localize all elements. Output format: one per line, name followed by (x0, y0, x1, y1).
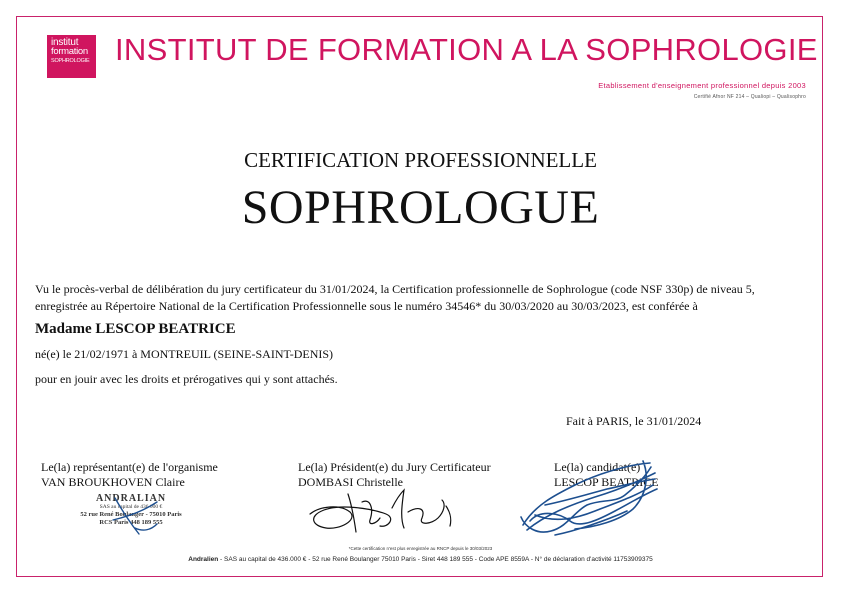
paragraph-line-1: Vu le procès-verbal de délibération du jury certificateur du 31/01/2024, la Certification professionnelle de Sophrologue (code NSF 330p) de niveau 5, (35, 282, 755, 296)
stamp-line-1: SAS au capital de 436 000 € (99, 504, 163, 510)
institute-subtitle: Etablissement d'enseignement professionnel depuis 2003 (598, 81, 806, 90)
stamp-line-2: 52 rue René Boulanger - 75010 Paris (80, 511, 182, 518)
birth-info: né(e) le 21/02/1971 à MONTREUIL (SEINE-SAINT-DENIS) (35, 347, 334, 361)
logo-line-2: formation (51, 46, 88, 57)
rights-statement: pour en jouir avec les droits et prérogatives qui y sont attachés. (35, 372, 338, 386)
stamp-name: ANDRALIAN (95, 493, 167, 504)
institute-logo (47, 35, 96, 78)
candidat-role: Le(la) candidat(e) (554, 460, 641, 474)
organisme-role: Le(la) représentant(e) de l'organisme (41, 460, 218, 474)
logo-line-3: SOPHROLOGIE (51, 58, 90, 64)
president-name: DOMBASI Christelle (298, 475, 403, 489)
certificate-paragraph (35, 281, 815, 315)
organisme-name: VAN BROUKHOVEN Claire (41, 475, 185, 489)
certificate-heading: CERTIFICATION PROFESSIONNELLE (244, 148, 597, 172)
organisme-signature (95, 490, 175, 540)
paragraph-line-2: enregistrée au Répertoire National de la Certification Professionnelle sous le numéro 34546* du 30/03/2020 au 30/03/2023, est conférée à (35, 299, 698, 313)
certificate-title: SOPHROLOGUE (241, 181, 600, 234)
candidate-name: Madame LESCOP BEATRICE (35, 321, 236, 337)
footer-company: Andralien (188, 556, 219, 563)
footer-details: - SAS au capital de 436.000 € - 52 rue René Boulanger 75010 Paris - Siret 448 189 555 - Code APE 8559A - N° de déclaration d'activité 11753909375 (218, 556, 653, 563)
footnote: *Cette certification n'est plus enregistrée au RNCP depuis le 30/03/2023 (348, 546, 493, 551)
candidat-name: LESCOP BEATRICE (554, 475, 659, 489)
institute-title: INSTITUT DE FORMATION A LA SOPHROLOGIE (115, 32, 818, 67)
stamp-line-3: RCS Paris 448 189 555 (99, 519, 163, 526)
president-role: Le(la) Président(e) du Jury Certificateur (298, 460, 491, 474)
candidate-signature (515, 455, 665, 540)
president-signature (300, 478, 465, 540)
institute-certifications: Certifié Afnor NF 214 – Qualiopi – Qualisophro (693, 94, 806, 100)
footer (0, 556, 841, 563)
logo-line-1: institut (51, 37, 79, 48)
place-date: Fait à PARIS, le 31/01/2024 (566, 414, 702, 428)
